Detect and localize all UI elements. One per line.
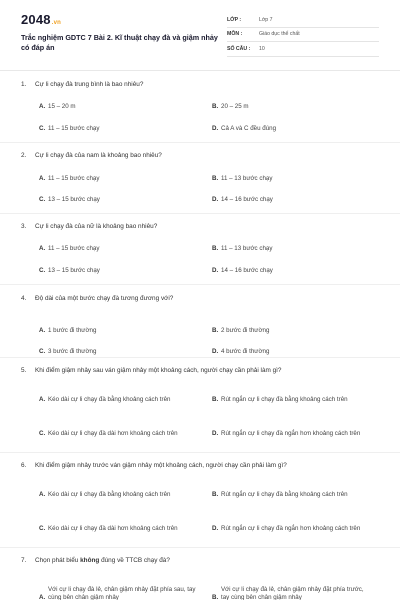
question-6 [21, 462, 381, 532]
option-label: B. [212, 396, 219, 403]
option-a[interactable] [39, 103, 198, 111]
option-text: 13 – 15 bước chạy [48, 196, 100, 203]
question-number: 2. [21, 152, 27, 159]
question-divider [0, 547, 400, 548]
question-7 [21, 557, 381, 600]
question-divider [0, 284, 400, 285]
logo-suffix: .vn [51, 20, 62, 26]
meta-value: Lớp 7 [259, 16, 273, 23]
question-divider [0, 452, 400, 453]
prompt-part: đúng về TTCB chạy đà? [99, 557, 170, 564]
option-label: B. [212, 327, 219, 334]
question-prompt: Khi điểm giậm nhảy trước ván giậm nhảy một khoảng cách, người chạy cần phải làm gì? [35, 462, 287, 469]
option-text: Với cự li chạy đà lẻ, chân giậm nhảy đặt phía sau, tay cùng bên chân giậm nhảy [48, 586, 196, 600]
option-text: Kéo dài cự li chạy đà dài hơn khoảng cách trên [48, 430, 178, 437]
option-label: A. [39, 396, 46, 403]
option-b[interactable] [212, 491, 371, 499]
option-label: A. [39, 245, 46, 252]
option-d[interactable] [212, 430, 371, 438]
option-b[interactable] [212, 327, 371, 335]
page-header [0, 0, 400, 66]
option-text: Với cự li chạy đà lẻ, chân giậm nhảy đặt phía trước, tay cùng bên chân giậm nhảy [221, 586, 364, 600]
question-number: 7. [21, 557, 27, 564]
option-c[interactable] [39, 196, 198, 204]
question-2 [21, 152, 381, 203]
question-prompt: Cự li chạy đà của nữ là khoảng bao nhiêu? [35, 223, 158, 230]
question-divider [0, 142, 400, 143]
option-label: C. [39, 430, 46, 437]
question-1 [21, 81, 381, 132]
option-label: A. [39, 103, 46, 110]
option-label: C. [39, 525, 46, 532]
option-b[interactable] [212, 396, 371, 404]
option-label: D. [212, 430, 219, 437]
option-a[interactable] [39, 245, 198, 253]
question-prompt [35, 557, 170, 565]
option-text: 3 bước đi thường [48, 348, 97, 355]
option-b[interactable] [212, 175, 371, 183]
question-text [21, 152, 381, 160]
option-d[interactable] [212, 267, 371, 275]
page-title: Trắc nghiệm GDTC 7 Bài 2. Kĩ thuật chạy đà và giậm nhảy có đáp án [21, 33, 218, 52]
option-label: B. [212, 175, 219, 182]
option-label: A. [39, 594, 46, 600]
option-label: B. [212, 594, 219, 600]
option-label: B. [212, 491, 219, 498]
option-text: Rút ngắn cự li chạy đà bằng khoảng cách trên [221, 396, 348, 403]
question-number: 6. [21, 462, 27, 469]
question-3 [21, 223, 381, 274]
question-text [21, 462, 381, 470]
option-c[interactable] [39, 430, 198, 438]
option-label: B. [212, 245, 219, 252]
option-b[interactable] [212, 103, 371, 111]
option-text: 11 – 13 bước chạy [221, 245, 273, 252]
option-text: 15 – 20 m [48, 103, 76, 110]
option-c[interactable] [39, 348, 198, 356]
option-text: 14 – 16 bước chạy [221, 267, 273, 274]
option-text: 4 bước đi thường [221, 348, 270, 355]
logo-main: 2048 [21, 12, 51, 27]
question-prompt: Cự li chạy đà trung bình là bao nhiêu? [35, 81, 144, 88]
option-text: 11 – 15 bước chạy [48, 245, 100, 252]
meta-value: Giáo dục thể chất [259, 31, 300, 38]
option-a[interactable] [39, 396, 198, 404]
option-c[interactable] [39, 525, 198, 533]
option-a[interactable] [39, 586, 198, 600]
option-text: 11 – 15 bước chạy [48, 125, 100, 132]
question-number: 3. [21, 223, 27, 230]
option-label: D. [212, 125, 219, 132]
option-label: C. [39, 196, 46, 203]
question-text [21, 367, 381, 375]
meta-label: LỚP : [227, 16, 242, 23]
meta-value: 10 [259, 45, 265, 52]
option-label: C. [39, 125, 46, 132]
option-text: Rút ngắn cự li chạy đà bằng khoảng cách trên [221, 491, 348, 498]
meta-label: SỐ CÂU : [227, 45, 251, 52]
option-d[interactable] [212, 348, 371, 356]
option-d[interactable] [212, 125, 371, 133]
question-text [21, 295, 381, 303]
meta-label: MÔN : [227, 31, 243, 38]
option-label: D. [212, 348, 219, 355]
question-prompt: Khi điểm giậm nhảy sau ván giậm nhảy một khoảng cách, người chạy cần phải làm gì? [35, 367, 282, 374]
header-divider [0, 70, 400, 71]
question-number: 4. [21, 295, 27, 302]
option-d[interactable] [212, 525, 371, 533]
option-c[interactable] [39, 267, 198, 275]
question-divider [0, 213, 400, 214]
option-text: 2 bước đi thường [221, 327, 270, 334]
question-prompt: Cự li chạy đà của nam là khoảng bao nhiêu? [35, 152, 162, 159]
prompt-keyword: không [80, 557, 100, 564]
question-4 [21, 295, 381, 355]
option-text: Rút ngắn cự li chạy đà ngắn hơn khoảng cách trên [221, 525, 361, 532]
option-text: 11 – 15 bước chạy [48, 175, 100, 182]
option-text: 1 bước đi thường [48, 327, 97, 334]
option-label: A. [39, 491, 46, 498]
option-text: 13 – 15 bước chạy [48, 267, 100, 274]
prompt-part: Chọn phát biểu [35, 557, 81, 564]
option-text: Rút ngắn cự li chạy đà ngắn hơn khoảng cách trên [221, 430, 361, 437]
option-b[interactable] [212, 586, 371, 600]
option-a[interactable] [39, 327, 198, 335]
question-number: 5. [21, 367, 27, 374]
question-text [21, 557, 381, 565]
option-d[interactable] [212, 196, 371, 204]
option-label: D. [212, 196, 219, 203]
option-label: D. [212, 267, 219, 274]
meta-row-count [227, 42, 379, 57]
meta-table [227, 13, 379, 57]
option-text: Kéo dài cự li chạy đà bằng khoảng cách trên [48, 396, 171, 403]
option-text: 11 – 13 bước chạy [221, 175, 273, 182]
option-text: 14 – 16 bước chạy [221, 196, 273, 203]
option-b[interactable] [212, 245, 371, 253]
option-text: Kéo dài cự li chạy đà bằng khoảng cách trên [48, 491, 171, 498]
option-a[interactable] [39, 175, 198, 183]
option-label: B. [212, 103, 219, 110]
question-prompt: Độ dài của một bước chạy đà tương đương với? [35, 295, 174, 302]
question-5 [21, 367, 381, 437]
option-label: D. [212, 525, 219, 532]
meta-row-class [227, 13, 379, 28]
option-label: C. [39, 348, 46, 355]
option-label: C. [39, 267, 46, 274]
option-text: 20 – 25 m [221, 103, 249, 110]
site-logo[interactable] [21, 12, 61, 27]
option-label: A. [39, 175, 46, 182]
question-number: 1. [21, 81, 27, 88]
option-a[interactable] [39, 491, 198, 499]
option-text: Cả A và C đều đúng [221, 125, 277, 132]
question-text [21, 81, 381, 89]
option-label: A. [39, 327, 46, 334]
option-c[interactable] [39, 125, 198, 133]
option-text: Kéo dài cự li chạy đà dài hơn khoảng cách trên [48, 525, 178, 532]
question-divider [0, 357, 400, 358]
meta-row-subject [227, 28, 379, 43]
question-text [21, 223, 381, 231]
